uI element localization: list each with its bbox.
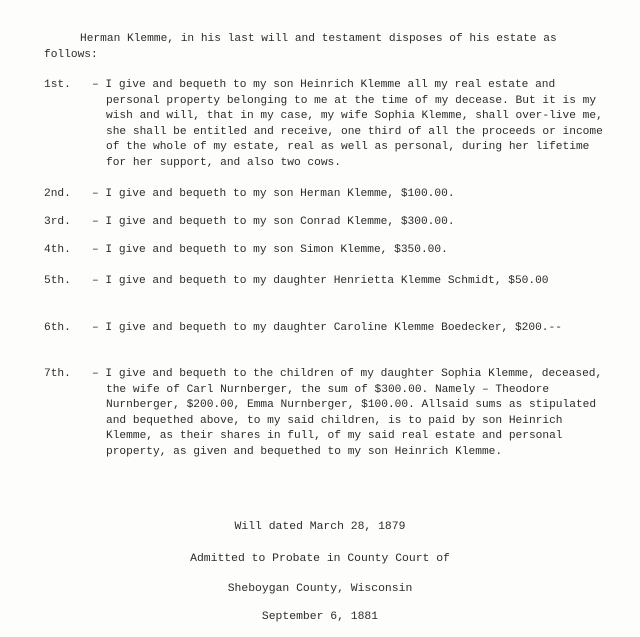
bequest-number: 2nd. xyxy=(44,188,71,200)
bequest-item-3 xyxy=(44,215,609,231)
bequest-text: – I give and bequeth to the children of my daughter Sophia Klemme, deceased, the wife of Carl Nurnberger, the sum of $300.00. Namely – Theodore Nurnberger, $200.00, Emma Nurnberger, $100.00. Allsaid sums as stipulated and bequethed above, to my said children, is to paid by son Heinrich Klemme, as their shares in full, of my said real estate and personal property, as given and bequethed to my son Heinrich Klemme. xyxy=(92,368,603,458)
bequest-text: – I give and bequeth to my son Conrad Klemme, $300.00. xyxy=(92,216,455,228)
bequest-number: 6th. xyxy=(44,322,71,334)
bequest-text: – I give and bequeth to my son Simon Klemme, $350.00. xyxy=(92,244,448,256)
bequest-number: 3rd. xyxy=(44,216,71,228)
bequest-text: – I give and bequeth to my son Herman Klemme, $100.00. xyxy=(92,188,455,200)
probate-date-line: September 6, 1881 xyxy=(261,611,379,623)
intro-paragraph: Herman Klemme, in his last will and testament disposes of his estate as follows: xyxy=(44,33,557,61)
bequest-text: – I give and bequeth to my daughter Caroline Klemme Boedecker, $200.-- xyxy=(92,322,562,334)
bequest-item-1 xyxy=(44,78,609,172)
bequest-number: 1st. xyxy=(44,79,71,91)
bequest-item-4 xyxy=(44,243,609,259)
bequest-item-6 xyxy=(44,321,609,337)
bequest-number: 5th. xyxy=(44,275,71,287)
county-line: Sheboygan County, Wisconsin xyxy=(227,583,413,595)
bequest-number: 4th. xyxy=(44,244,71,256)
bequest-number: 7th. xyxy=(44,368,71,380)
bequest-item-2 xyxy=(44,187,609,203)
bequest-text: – I give and bequeth to my daughter Henrietta Klemme Schmidt, $50.00 xyxy=(92,275,549,287)
probate-admitted-line: Admitted to Probate in County Court of xyxy=(190,553,450,565)
will-dated-line: Will dated March 28, 1879 xyxy=(234,521,406,533)
bequest-item-5 xyxy=(44,274,609,290)
bequest-text: – I give and bequeth to my son Heinrich Klemme all my real estate and personal property belonging to me at the time of my decease. But it is my wish and will, that in my case, my wife Sophia Klemme, shall over-live me, she shall be entitled and receive, one third of all the proceeds or income of the whole of my estate, real as well as personal, during her lifetime for her support, and also two cows. xyxy=(92,79,603,169)
bequest-item-7 xyxy=(44,367,609,461)
